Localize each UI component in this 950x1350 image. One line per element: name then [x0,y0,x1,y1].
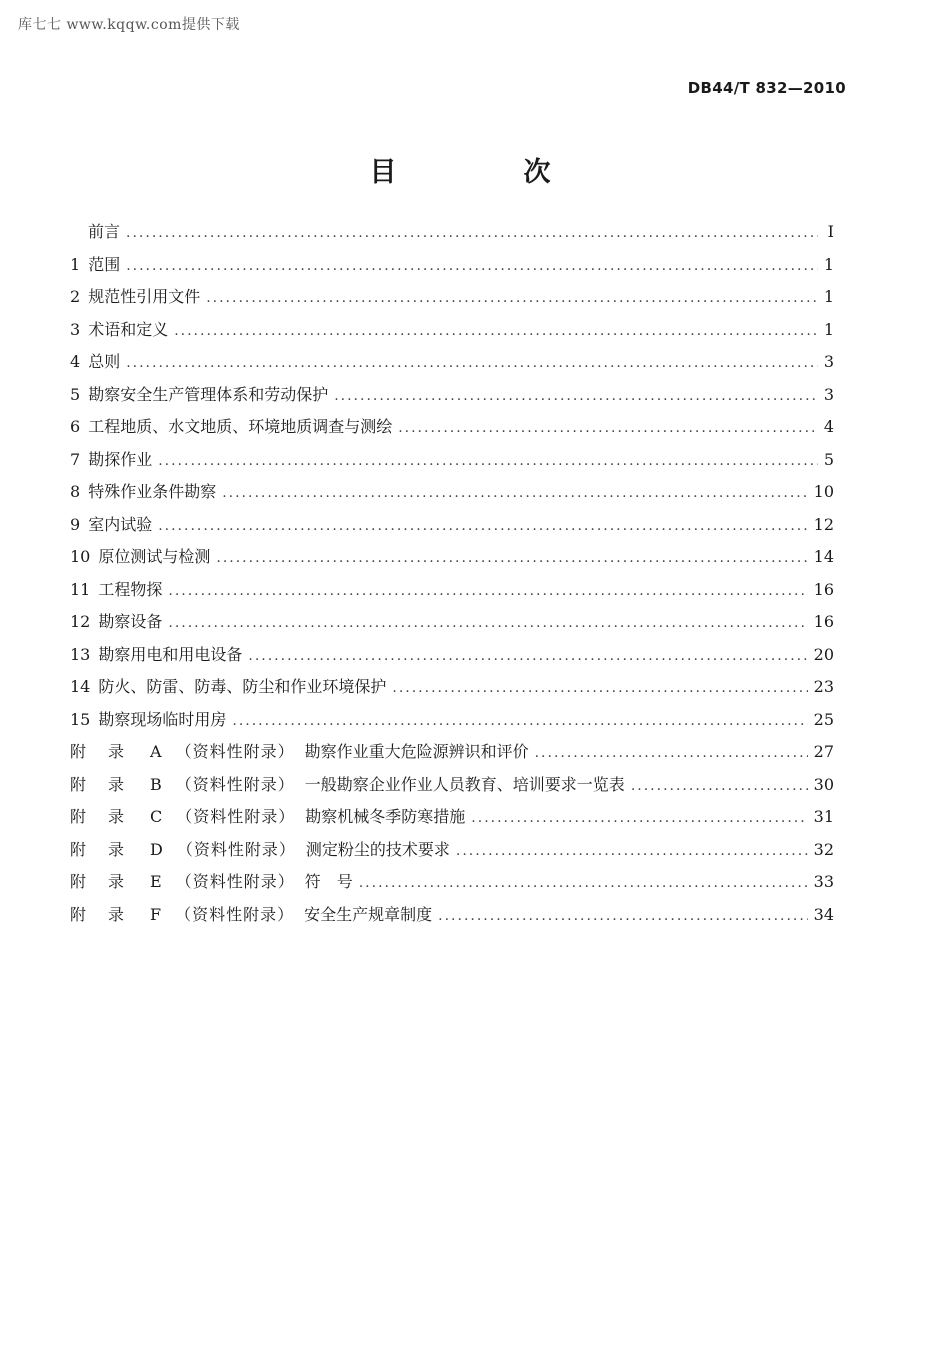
toc-appendix-entry[interactable] [70,902,834,935]
toc-entry-number: 13 [70,644,91,664]
toc-entry-page: 10 [813,482,834,501]
dot-leader [126,258,818,274]
dot-leader [158,453,818,469]
toc-entry-page: 3 [823,352,834,371]
dot-leader [126,225,818,241]
appendix-label: 附录 [70,774,147,794]
toc-entry-page: 23 [813,677,834,696]
dot-leader [392,680,807,696]
toc-entry-preface[interactable] [70,219,834,252]
toc-entry-page: 31 [813,807,834,826]
toc-entry-page: 4 [823,417,834,436]
dot-leader [168,615,807,631]
toc-entry[interactable] [70,674,834,707]
appendix-type: （资料性附录） [175,774,295,794]
appendix-title: 测定粉尘的技术要求 [305,839,450,859]
appendix-title: 勘察作业重大危险源辨识和评价 [304,742,529,761]
toc-entry[interactable] [70,284,834,317]
toc-entry-page: I [827,222,834,241]
toc-entry[interactable] [70,609,834,642]
toc-entry-number: 7 [70,449,81,469]
toc-entry-title: 规范性引用文件 [88,287,201,306]
toc-entry[interactable] [70,642,834,675]
toc-entry-title: 勘察用电和用电设备 [98,644,243,664]
dot-leader [359,875,808,891]
toc-entry-page: 33 [813,872,834,891]
appendix-label: 附录 [70,904,147,924]
toc-entry-title: 工程地质、水文地质、环境地质调查与测绘 [88,417,393,436]
page-title: 目 次 [369,157,601,188]
toc-entry-number: 11 [70,579,91,599]
appendix-title: 符 号 [304,872,353,891]
toc-entry[interactable] [70,382,834,415]
toc-entry-number: 3 [70,319,81,339]
appendix-letter: F [150,904,162,924]
dot-leader [168,583,807,599]
appendix-title: 勘察机械冬季防寒措施 [305,807,466,826]
toc-entry[interactable] [70,317,834,350]
toc-entry-title: 原位测试与检测 [98,547,211,566]
toc-entry[interactable] [70,577,834,610]
dot-leader [158,518,807,534]
toc-entry-title: 特殊作业条件勘察 [88,482,217,501]
toc-entry-number: 14 [70,677,91,696]
table-of-contents [70,219,834,934]
appendix-letter: B [150,774,162,794]
watermark-text: 库七七 www.kqqw.com提供下载 [18,17,240,33]
toc-entry-page: 20 [813,644,834,664]
dot-leader [456,843,808,859]
toc-appendix-entry[interactable] [70,837,834,870]
toc-entry-number: 12 [70,612,91,631]
toc-entry-page: 34 [813,904,834,924]
toc-entry-number: 4 [70,352,81,371]
appendix-type: （资料性附录） [175,872,295,891]
dot-leader [174,323,818,339]
dot-leader [535,745,808,761]
toc-appendix-entry[interactable] [70,804,834,837]
toc-entry-title: 防火、防雷、防毒、防尘和作业环境保护 [98,677,387,696]
toc-entry-title: 勘察安全生产管理体系和劳动保护 [88,384,329,404]
toc-entry-number: 15 [70,709,91,729]
toc-appendix-entry[interactable] [70,772,834,805]
toc-entry-page: 27 [813,742,834,761]
toc-entry-page: 1 [823,287,834,306]
toc-entry[interactable] [70,447,834,480]
toc-entry-number: 2 [70,287,81,306]
dot-leader [631,778,808,794]
toc-entry[interactable] [70,707,834,740]
appendix-title: 安全生产规章制度 [304,904,433,924]
toc-entry-title: 术语和定义 [88,319,169,339]
toc-entry-title: 前言 [88,222,121,241]
appendix-letter: A [150,742,162,761]
toc-entry-page: 3 [823,384,834,404]
appendix-letter: D [150,839,163,859]
appendix-label: 附录 [70,807,147,826]
toc-appendix-entry[interactable] [70,869,834,902]
toc-appendix-entry[interactable] [70,739,834,772]
appendix-letter: C [150,807,163,826]
dot-leader [398,420,818,436]
toc-entry-title: 室内试验 [88,514,153,534]
toc-entry-title: 勘察现场临时用房 [98,709,227,729]
appendix-letter: E [150,872,162,891]
appendix-label: 附录 [70,872,147,891]
standard-number: DB44/T 832—2010 [687,79,846,97]
toc-entry-title: 总则 [88,352,121,371]
dot-leader [471,810,807,826]
appendix-type: （资料性附录） [175,742,295,761]
dot-leader [216,550,807,566]
toc-entry-page: 12 [813,514,834,534]
toc-entry-page: 16 [813,579,834,599]
toc-entry-title: 工程物探 [98,579,163,599]
toc-entry-page: 5 [823,449,834,469]
toc-entry-number: 6 [70,417,81,436]
toc-entry-number: 5 [70,384,81,404]
appendix-type: （资料性附录） [176,807,296,826]
toc-entry-title: 范围 [88,254,121,274]
toc-entry-page: 1 [823,254,834,274]
toc-entry-number: 8 [70,482,81,501]
dot-leader [126,355,818,371]
toc-entry-page: 1 [823,319,834,339]
toc-entry-number: 1 [70,254,81,274]
dot-leader [438,908,807,924]
toc-entry[interactable] [70,512,834,545]
toc-entry[interactable] [70,349,834,382]
toc-entry[interactable] [70,252,834,285]
toc-entry[interactable] [70,544,834,577]
dot-leader [222,485,807,501]
toc-entry-page: 14 [813,547,834,566]
dot-leader [334,388,818,404]
toc-entry-page: 25 [813,709,834,729]
toc-entry-number: 9 [70,514,81,534]
appendix-label: 附录 [70,742,147,761]
toc-entry-number: 10 [70,547,91,566]
toc-entry-title: 勘察设备 [98,612,163,631]
appendix-type: （资料性附录） [175,904,295,924]
toc-entry-page: 32 [813,839,834,859]
toc-entry-page: 30 [813,774,834,794]
toc-entry-title: 勘探作业 [88,449,153,469]
dot-leader [232,713,807,729]
appendix-label: 附录 [70,839,147,859]
appendix-title: 一般勘察企业作业人员教育、培训要求一览表 [304,774,625,794]
toc-entry[interactable] [70,479,834,512]
toc-entry[interactable] [70,414,834,447]
appendix-type: （资料性附录） [176,839,296,859]
dot-leader [206,290,818,306]
toc-entry-page: 16 [813,612,834,631]
dot-leader [248,648,807,664]
